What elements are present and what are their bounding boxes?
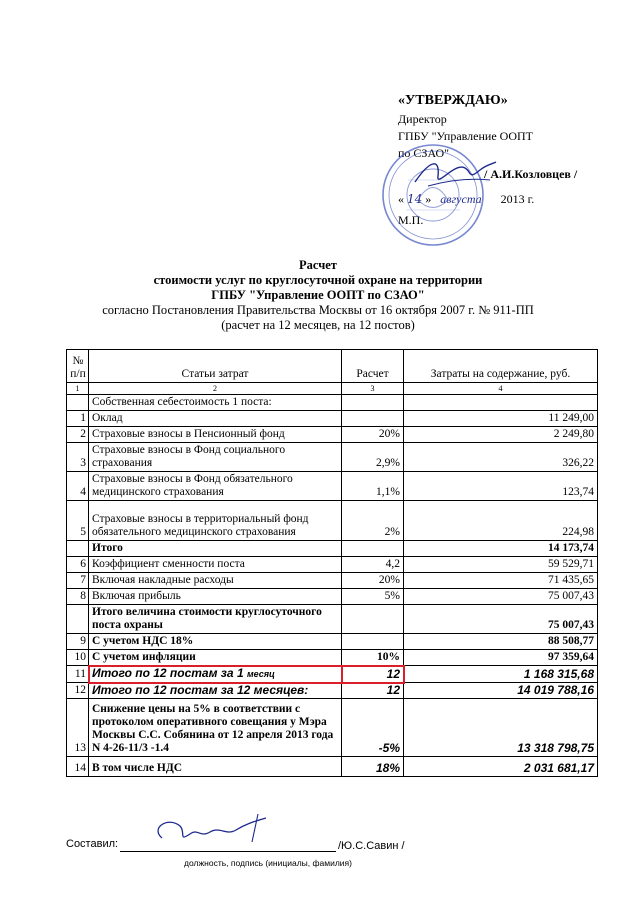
col-number: 3 [342,383,404,395]
cost-table [66,349,598,777]
table-row-highlighted: 11 Итого по 12 постам за 1 месяц 12 1 168 315,68 [67,666,598,683]
approval-org-line2: по СЗАО" [398,146,450,160]
column-number-row [67,383,598,395]
approval-date: « 14 » августа 2013 г. [398,192,535,206]
title-line2: стоимости услуг по круглосуточной охране на территории [153,273,483,287]
compiler-label: Составил: [66,838,119,850]
title-line5: (расчет на 12 месяцев, на 12 постов) [221,318,415,332]
header-calc: Расчет [342,350,404,383]
header-num: № п/п [67,350,89,383]
section-label: Собственная себестоимость 1 поста: [89,395,342,411]
footer [66,838,626,868]
table-row: 13 Снижение цены на 5% в соответствии с протоколом оперативного совещания у Мэра Москвы С.С. Собянина от 12 апреля 2013 года N 4-26-11/3 -1.4 -5% 13 318 798,75 [67,699,598,757]
table-row: 14 В том числе НДС 18% 2 031 681,17 [67,757,598,777]
table-row: 1 Оклад 11 249,00 [67,411,598,427]
approval-heading: «УТВЕРЖДАЮ» [398,93,508,108]
header-article: Статьи затрат [89,350,342,383]
signature-hint: должность, подпись (инициалы, фамилия) [184,858,352,868]
section-row [67,395,598,411]
col-number: 4 [404,383,598,395]
col-number: 2 [89,383,342,395]
table-row-total: Итого величина стоимости круглосуточного поста охраны 75 007,43 [67,605,598,634]
approval-month: августа [440,192,482,206]
table-row: 5 Страховые взносы в территориальный фонд обязательного медицинского страхования 2% 224,98 [67,501,598,541]
table-row: 2 Страховые взносы в Пенсионный фонд 20% 2 249,80 [67,427,598,443]
table-header-row [67,350,598,383]
approval-day: 14 [407,192,423,206]
approval-position: Директор [398,112,447,126]
document-title [0,258,636,333]
title-line4: согласно Постановления Правительства Москвы от 16 октября 2007 г. № 911-ПП [102,303,534,317]
table-row: 6 Коэффициент сменности поста 4,2 59 529,71 [67,557,598,573]
table-row: 12 Итого по 12 постам за 12 месяцев: 12 14 019 788,16 [67,683,598,699]
approval-year: 2013 г. [500,192,535,206]
title-line3: ГПБУ "Управление ООПТ по СЗАО" [211,288,425,302]
col-number: 1 [67,383,89,395]
approval-block [398,92,618,229]
table-row: 10 С учетом инфляции 10% 97 359,64 [67,650,598,666]
approval-org-line1: ГПБУ "Управление ООПТ [398,129,533,143]
compiler-name: /Ю.С.Савин / [338,840,405,852]
seal-label: М.П. [398,213,424,227]
title-line1: Расчет [299,258,337,272]
header-cost: Затраты на содержание, руб. [404,350,598,383]
table-row: 9 С учетом НДС 18% 88 508,77 [67,634,598,650]
signature-line [120,851,336,852]
table-row: 3 Страховые взносы в Фонд социального страхования 2,9% 326,22 [67,443,598,472]
table-row: 7 Включая накладные расходы 20% 71 435,65 [67,573,598,589]
approval-signer: / А.И.Козловцев / [484,167,578,181]
table-row: 8 Включая прибыль 5% 75 007,43 [67,589,598,605]
table-row-total: Итого 14 173,74 [67,541,598,557]
table-row: 4 Страховые взносы в Фонд обязательного медицинского страхования 1,1% 123,74 [67,472,598,501]
